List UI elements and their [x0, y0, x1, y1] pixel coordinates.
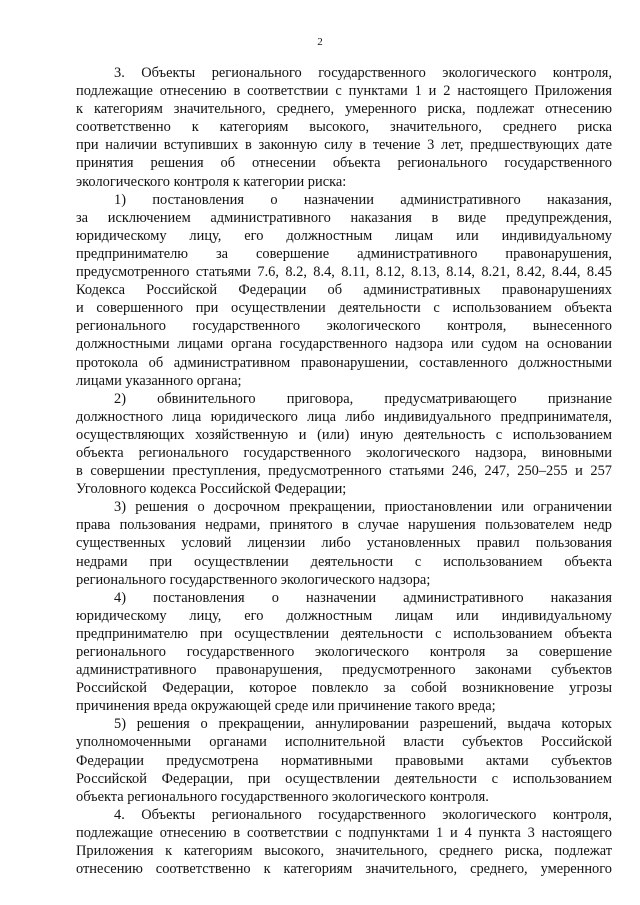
subitem-4	[76, 589, 612, 716]
text-line: административного правонарушения, предусмотренного законами субъектов	[76, 662, 612, 679]
text-line: подлежащие отнесению в соответствии с пунктами 1 и 2 настоящего Приложения	[76, 83, 612, 100]
text-line: недрами при осуществлении деятельности с использованием объекта	[76, 553, 612, 570]
text-line: принятия решения об отнесении объекта регионального государственного	[76, 155, 612, 172]
text-line: существенных условий лицензии либо установленных правил пользования	[76, 535, 612, 552]
text-line: Федерации предусмотрена нормативными правовыми актами субъектов	[76, 752, 612, 769]
text-line: 2) обвинительного приговора, предусматривающего признание	[114, 390, 612, 407]
text-line: экологического контроля к категории риска:	[76, 173, 347, 190]
text-line: 3. Объекты регионального государственного экологического контроля,	[114, 65, 612, 81]
text-line: 3) решения о досрочном прекращении, приостановлении или ограничении	[114, 499, 612, 516]
text-line: отнесению соответственно к категориям значительного, среднего, умеренного	[76, 861, 612, 878]
text-line: Уголовного кодекса Российской Федерации;	[76, 481, 347, 498]
text-line: предпринимателю за совершение административного правонарушения,	[76, 245, 612, 262]
text-line: права пользования недрами, принятого в случае нарушения пользователем недр	[76, 517, 612, 534]
text-line: к категориям значительного, среднего, умеренного риска, подлежат отнесению	[76, 101, 612, 118]
text-line: уполномоченными органами исполнительной власти субъектов Российской	[76, 734, 612, 751]
paragraph-4	[76, 806, 612, 878]
text-line: при наличии вступивших в законную силу в течение 3 лет, предшествующих дате	[76, 137, 612, 154]
text-line: 4. Объекты регионального государственного экологического контроля,	[114, 806, 612, 823]
text-line: и совершенного при осуществлении деятельности с использованием объекта	[76, 300, 612, 317]
text-line: регионального государственного экологического контроля за совершение	[76, 644, 612, 660]
text-line: подлежащие отнесению в соответствии с подпунктами 1 и 4 пункта 3 настоящего	[76, 824, 612, 841]
text-line: 1) постановления о назначении административного наказания,	[114, 191, 612, 208]
text-line: регионального государственного экологического контроля, вынесенного	[76, 318, 612, 335]
page-number: 2	[317, 36, 323, 48]
text-line: 4) постановления о назначении административного наказания	[114, 589, 612, 606]
subitem-3	[76, 498, 612, 588]
text-line: Российской Федерации, которое повлекло за собой возникновение угрозы	[76, 680, 612, 697]
text-line: Приложения к категориям высокого, значительного, среднего риска, подлежат	[76, 843, 612, 860]
text-line: объекта регионального государственного экологического контроля.	[76, 788, 489, 805]
paragraph-3	[76, 64, 612, 191]
text-line: Кодекса Российской Федерации об административных правонарушениях	[76, 282, 612, 299]
text-line: предусмотренного статьями 7.6, 8.2, 8.4, 8.11, 8.12, 8.13, 8.14, 8.21, 8.42, 8.44, 8.45	[76, 264, 612, 281]
text-line: соответственно к категориям высокого, значительного, среднего риска	[76, 119, 612, 136]
text-line: объекта регионального государственного экологического надзора, виновными	[76, 444, 612, 461]
subitem-1	[76, 191, 612, 390]
text-line: должностного лица юридического лица либо индивидуального предпринимателя,	[76, 408, 612, 425]
subitem-5	[76, 715, 612, 805]
text-line: регионального государственного экологического надзора;	[76, 571, 431, 588]
text-line: в совершении преступления, предусмотренного статьями 246, 247, 250–255 и 257	[76, 463, 612, 480]
text-line: юридическому лицу, его должностным лицам или индивидуальному	[76, 607, 612, 624]
text-line: должностными лицами органа государственного надзора или судом на основании	[76, 336, 612, 353]
text-line: протокола об административном правонарушении, составленного должностными	[76, 354, 612, 371]
text-line: юридическому лицу, его должностным лицам или индивидуальному	[76, 227, 612, 244]
text-line: лицами указанного органа;	[76, 372, 242, 389]
text-line: предпринимателю при осуществлении деятельности с использованием объекта	[76, 625, 612, 642]
text-line: причинения вреда окружающей среде или причинение такого вреда;	[76, 698, 496, 715]
text-line: осуществляющих хозяйственную и (или) иную деятельность с использованием	[76, 426, 612, 443]
text-line: Российской Федерации, при осуществлении деятельности с использованием	[76, 770, 612, 787]
text-line: за исключением административного наказания в виде предупреждения,	[76, 209, 612, 226]
text-line: 5) решения о прекращении, аннулировании разрешений, выдача которых	[114, 716, 612, 733]
document-body	[76, 64, 612, 878]
subitem-2	[76, 390, 612, 499]
